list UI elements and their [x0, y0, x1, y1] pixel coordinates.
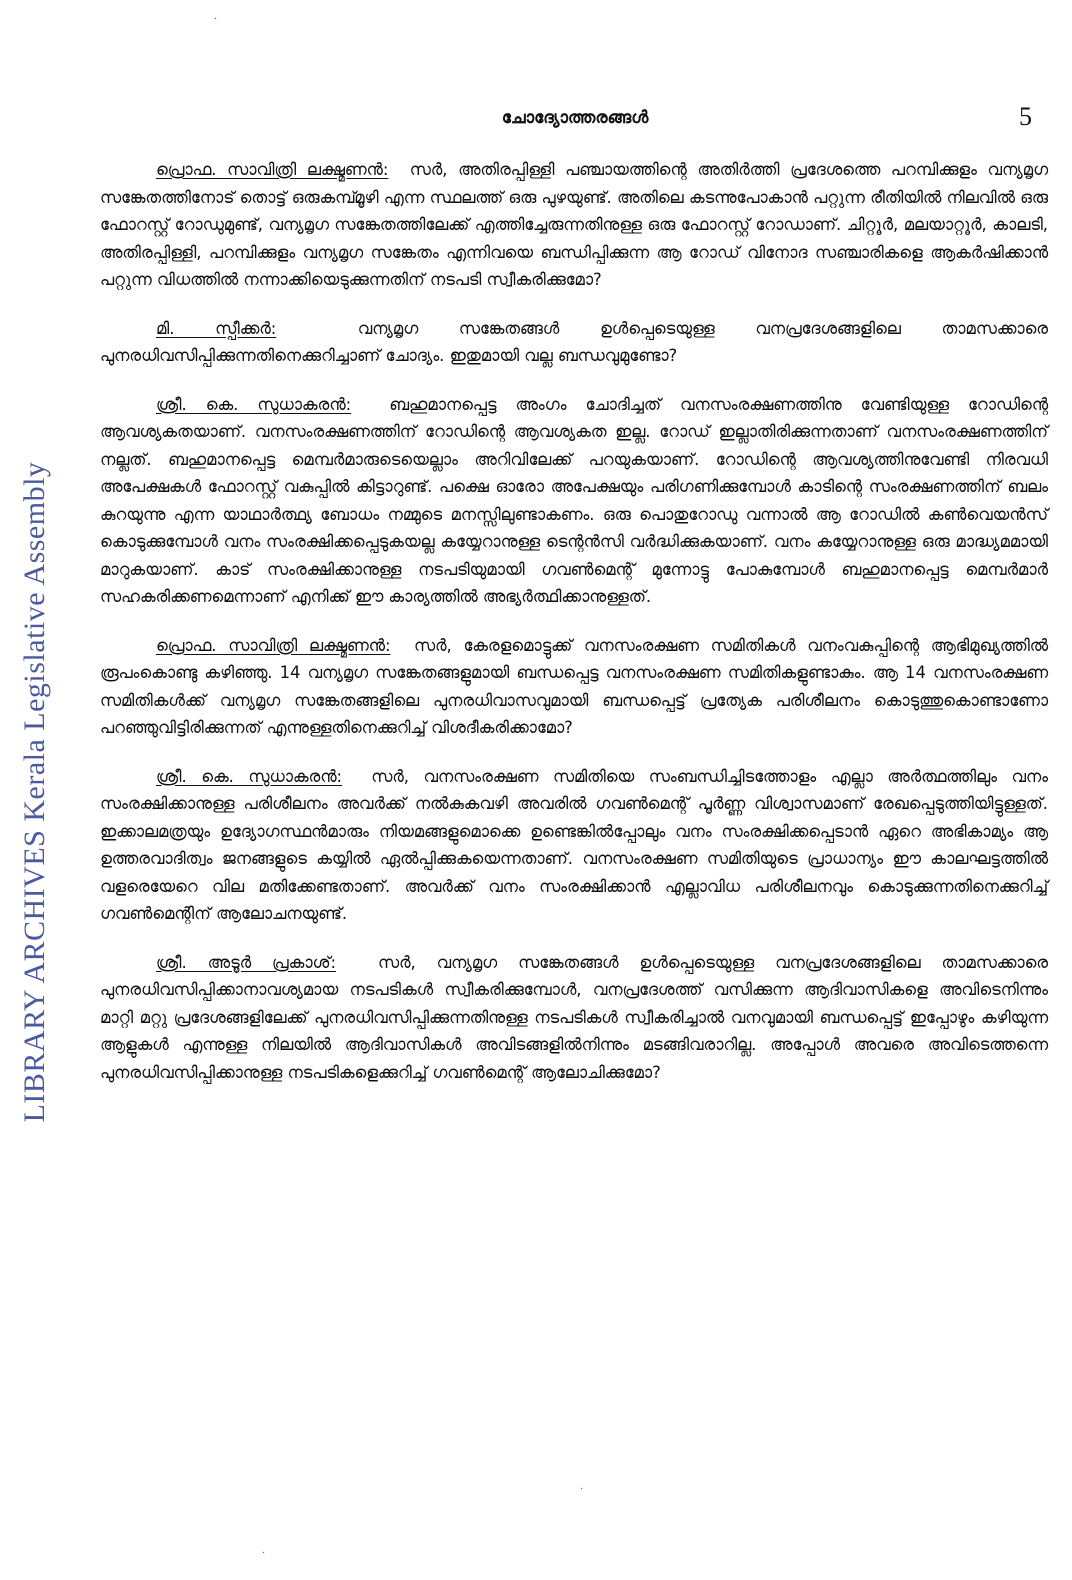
archive-watermark: LIBRARY ARCHIVES Kerala Legislative Assembly — [18, 461, 51, 1123]
paragraph — [100, 949, 1048, 1087]
page-number: 5 — [1019, 102, 1032, 131]
paragraph — [100, 315, 1048, 370]
scan-speck: · — [262, 1548, 266, 1559]
scan-speck: · — [214, 14, 218, 25]
speaker-name: മി. സ്പീക്കർ: — [156, 318, 277, 338]
paragraph — [100, 763, 1048, 928]
speaker-name: ശ്രീ. കെ. സുധാകരൻ: — [156, 394, 352, 414]
page-title: ചോദ്യോത്തരങ്ങൾ — [501, 108, 649, 128]
speaker-name: ശ്രീ. അടൂർ പ്രകാശ്: — [156, 952, 337, 972]
speech-text: ബഹുമാനപ്പെട്ട അംഗം ചോദിച്ചത് വനസംരക്ഷണത്തിനു വേണ്ടിയുള്ള റോഡിന്റെ ആവശ്യകതയാണ്. വനസംരക്ഷണത്തിന് റോഡിന്റെ ആവശ്യകത ഇല്ല. റോഡ് ഇല്ലാതിരിക്കുന്നതാണ് വനസംരക്ഷണത്തിന് നല്ലത്. ബഹുമാനപ്പെട്ട മെമ്പർമാരുടെയെല്ലാം അറിവിലേക്ക് പറയുകയാണ്. റോഡിന്റെ ആവശ്യത്തിനുവേണ്ടി നിരവധി അപേക്ഷകൾ ഫോറസ്റ്റ് വകുപ്പിൽ കിട്ടാറുണ്ട്. പക്ഷെ ഓരോ അപേക്ഷയും പരിഗണിക്കുമ്പോൾ കാടിന്റെ സംരക്ഷണത്തിന് ബലം കുറയുന്നു എന്ന യാഥാർത്ഥ്യ ബോധം നമ്മുടെ മനസ്സിലുണ്ടാകണം. ഒരു പൊതുറോഡു വന്നാൽ ആ റോഡിൽ കൺവെയൻസ് കൊടുക്കുമ്പോൾ വനം സംരക്ഷിക്കപ്പെടുകയല്ല കയ്യേറാനുള്ള ടെന്റൻസി വർദ്ധിക്കുകയാണ്. വനം കയ്യേറാനുള്ള ഒരു മാദ്ധ്യമമായി മാറുകയാണ്. കാട് സംരക്ഷിക്കാനുള്ള നടപടിയുമായി ഗവൺമെന്റ് മുന്നോട്ടു പോകുമ്പോൾ ബഹുമാനപ്പെട്ട മെമ്പർമാർ സഹകരിക്കണമെന്നാണ് എനിക്ക് ഈ കാര്യത്തിൽ അഭ്യർത്ഥിക്കാനുള്ളത്. — [100, 394, 1048, 606]
page-header — [100, 102, 1050, 140]
speech-text: സർ, വന്യമൃഗ സങ്കേതങ്ങൾ ഉൾപ്പെടെയുള്ള വനപ്രദേശങ്ങളിലെ താമസക്കാരെ പുനരധിവസിപ്പിക്കാനാവശ്യമായ നടപടികൾ സ്വീകരിക്കുമ്പോൾ, വനപ്രദേശത്ത് വസിക്കുന്ന ആദിവാസികളെ അവിടെനിന്നും മാറ്റി മറ്റു പ്രദേശങ്ങളിലേക്ക് പുനരധിവസിപ്പിക്കുന്നതിനുള്ള നടപടികൾ സ്വീകരിച്ചാൽ വനവുമായി ബന്ധപ്പെട്ട് ഇപ്പോഴും കഴിയുന്ന ആളുകൾ എന്നുള്ള നിലയിൽ ആദിവാസികൾ അവിടങ്ങളിൽനിന്നും മടങ്ങിവരാറില്ല. അപ്പോൾ അവരെ അവിടെത്തന്നെ പുനരധിവസിപ്പിക്കാനുള്ള നടപടികളെക്കുറിച്ച് ഗവൺമെന്റ് ആലോചിക്കുമോ? — [100, 952, 1049, 1082]
speech-text: സർ, അതിരപ്പിള്ളി പഞ്ചായത്തിന്റെ അതിർത്തി പ്രദേശത്തെ പറമ്പിക്കുളം വന്യമൃഗ സങ്കേതത്തിനോട് തൊട്ട് ഒരുകമ്പ്മൂഴി എന്ന സ്ഥലത്ത് ഒരു പുഴയുണ്ട്. അതിലെ കടന്നുപോകാൻ പറ്റുന്ന രീതിയിൽ നിലവിൽ ഒരു ഫോറസ്റ്റ് റോഡുമുണ്ട്, വന്യമൃഗ സങ്കേതത്തിലേക്ക് എത്തിച്ചേരുന്നതിനുള്ള ഒരു ഫോറസ്റ്റ് റോഡാണ്. ചിറ്റൂർ, മലയാറ്റൂർ, കാലടി, അതിരപ്പിള്ളി, പറമ്പിക്കുളം വന്യമൃഗ സങ്കേതം എന്നിവയെ ബന്ധിപ്പിക്കുന്ന ആ റോഡ് വിനോദ സഞ്ചാരികളെ ആകർഷിക്കാൻ പറ്റുന്ന വിധത്തിൽ നന്നാക്കിയെടുക്കുന്നതിന് നടപടി സ്വീകരിക്കുമോ? — [100, 160, 1048, 289]
speech-text: വന്യമൃഗ സങ്കേതങ്ങൾ ഉൾപ്പെടെയുള്ള വനപ്രദേശങ്ങളിലെ താമസക്കാരെ പുനരധിവസിപ്പിക്കുന്നതിനെക്കുറിച്ചാണ് ചോദ്യം. ഇതുമായി വല്ല ബന്ധവുമുണ്ടോ? — [100, 318, 1049, 365]
scan-speck: · — [580, 1484, 584, 1495]
page-body — [100, 156, 1048, 1107]
speech-text: സർ, വനസംരക്ഷണ സമിതിയെ സംബന്ധിച്ചിടത്തോളം എല്ലാ അർത്ഥത്തിലും വനം സംരക്ഷിക്കാനുള്ള പരിശീലനം അവർക്ക് നൽകുകവഴി അവരിൽ ഗവൺമെന്റ് പൂർണ്ണ വിശ്വാസമാണ് രേഖപ്പെടുത്തിയിട്ടുള്ളത്. ഇക്കാലമത്രയും ഉദ്യോഗസ്ഥൻമാരും നിയമങ്ങളുമൊക്കെ ഉണ്ടെങ്കിൽപ്പോലും വനം സംരക്ഷിക്കപ്പെടാൻ ഏറെ അഭികാമ്യം ആ ഉത്തരവാദിത്വം ജനങ്ങളുടെ കയ്യിൽ ഏൽപ്പിക്കുകയെന്നതാണ്. വനസംരക്ഷണ സമിതിയുടെ പ്രാധാന്യം ഈ കാലഘട്ടത്തിൽ വളരെയേറെ വില മതിക്കേണ്ടതാണ്. അവർക്ക് വനം സംരക്ഷിക്കാൻ എല്ലാവിധ പരിശീലനവും കൊടുക്കുന്നതിനെക്കുറിച്ച് ഗവൺമെന്റിന് ആലോചനയുണ്ട്. — [100, 766, 1048, 923]
speech-text: സർ, കേരളമൊട്ടുക്ക് വനസംരക്ഷണ സമിതികൾ വനംവകുപ്പിന്റെ ആഭിമുഖ്യത്തിൽ രൂപംകൊണ്ടു കഴിഞ്ഞു. 14 വന്യമൃഗ സങ്കേതങ്ങളുമായി ബന്ധപ്പെട്ട വനസംരക്ഷണ സമിതികളുണ്ടാകും. ആ 14 വനസംരക്ഷണ സമിതികൾക്ക് വന്യമൃഗ സങ്കേതങ്ങളിലെ പുനരധിവാസവുമായി ബന്ധപ്പെട്ട് പ്രത്യേക പരിശീലനം കൊടുത്തുകൊണ്ടാണോ പറഞ്ഞുവിട്ടിരിക്കുന്നത് എന്നുള്ളതിനെക്കുറിച്ച് വിശദീകരിക്കാമോ? — [100, 635, 1049, 737]
speaker-name: പ്രൊഫ. സാവിത്രി ലക്ഷ്മണൻ: — [156, 160, 389, 179]
speaker-name: ശ്രീ. കെ. സുധാകരൻ: — [156, 766, 343, 786]
paragraph — [100, 632, 1048, 742]
paragraph — [100, 156, 1048, 294]
speaker-name: പ്രൊഫ. സാവിത്രി ലക്ഷ്മണൻ: — [156, 635, 391, 655]
paragraph — [100, 391, 1048, 611]
